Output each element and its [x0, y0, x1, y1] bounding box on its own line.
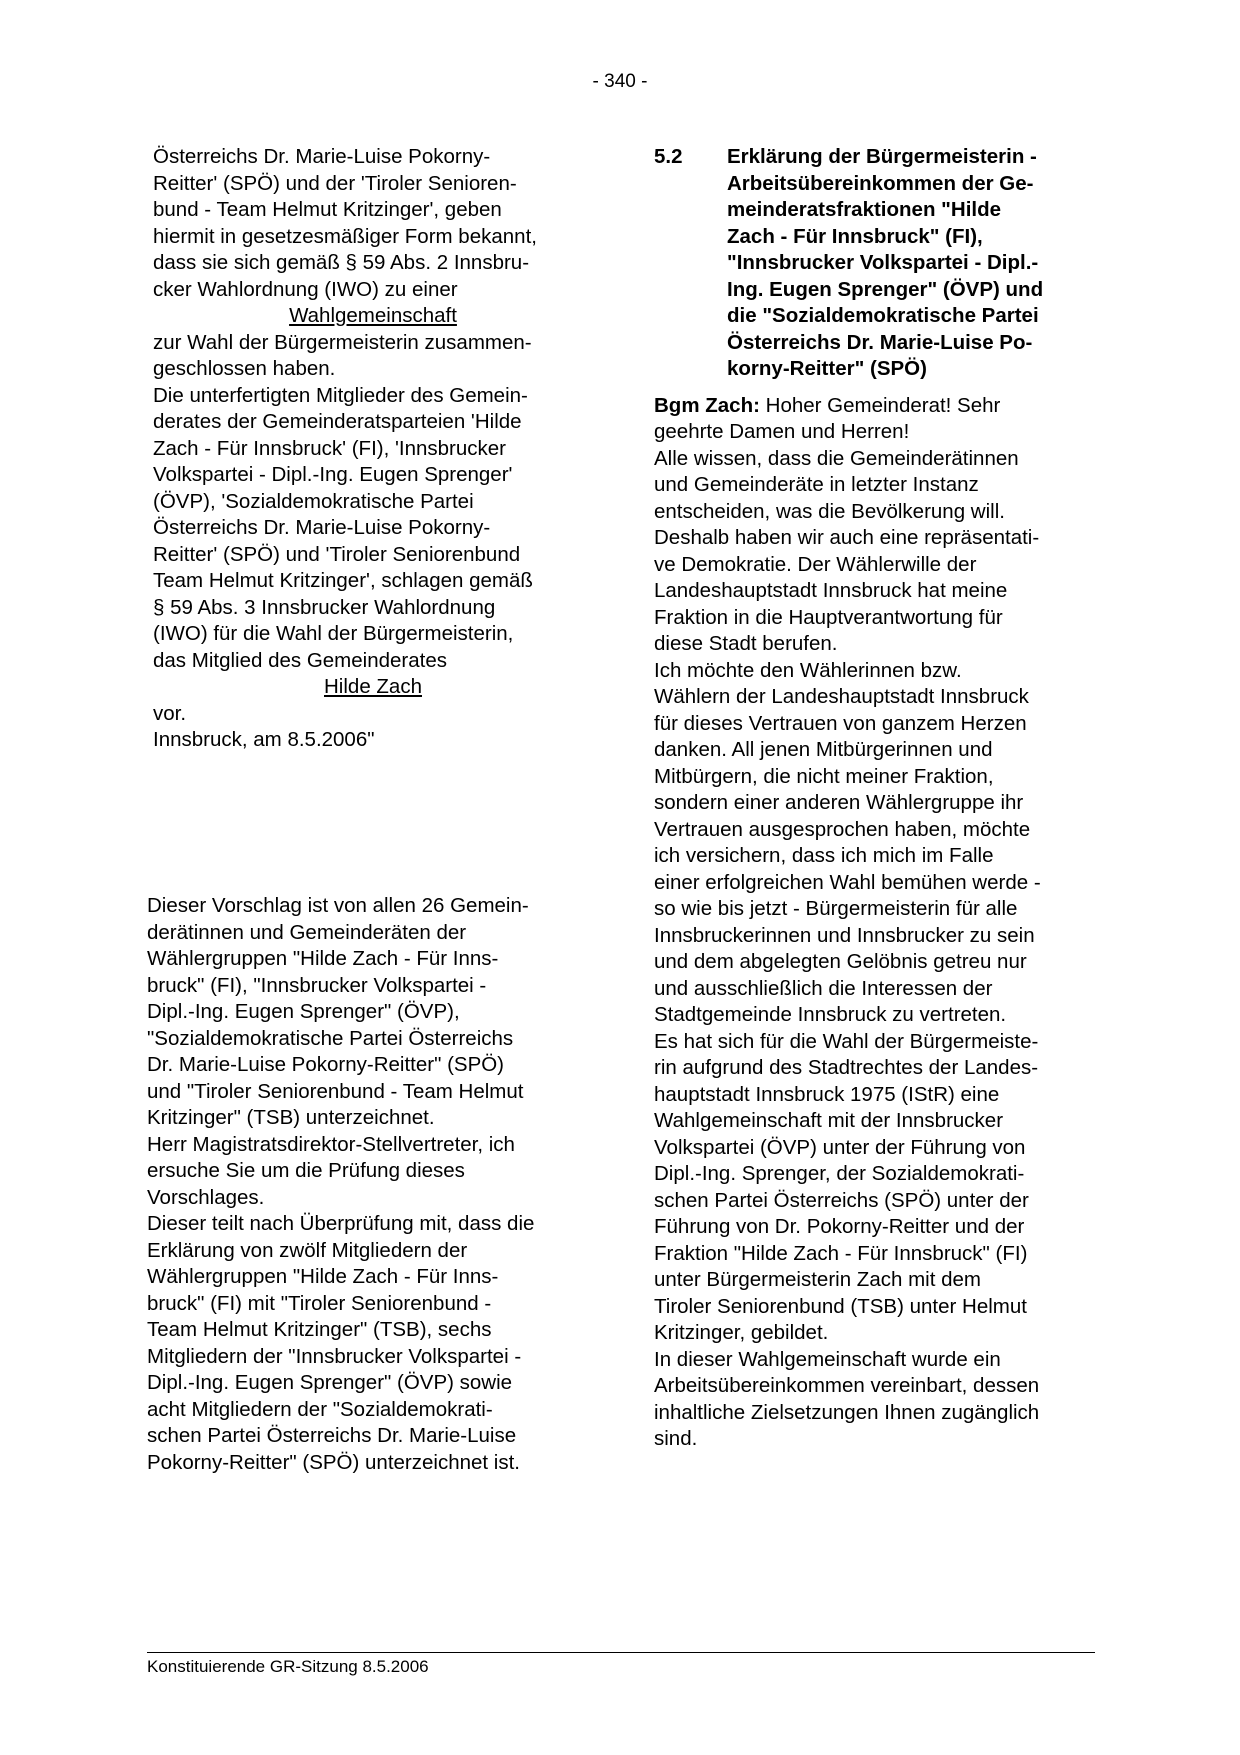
text-line: derates der Gemeinderatsparteien 'Hilde [153, 410, 522, 433]
text-line: Ich möchte den Wählerinnen bzw. [654, 658, 962, 682]
speaker-label: Bgm Zach: [654, 393, 760, 417]
quote-centered-wahlgemeinschaft: Wahlgemeinschaft [289, 304, 457, 327]
text-line: so wie bis jetzt - Bürgermeisterin für alle [654, 897, 1018, 920]
text-line: cker Wahlordnung (IWO) zu einer [153, 277, 458, 301]
footer-text: Konstituierende GR-Sitzung 8.5.2006 [147, 1657, 429, 1676]
text-line: Wählergruppen "Hilde Zach - Für Inns- [147, 1265, 499, 1288]
text-line: diese Stadt berufen. [654, 632, 838, 655]
text-line: Kritzinger" (TSB) unterzeichnet. [147, 1106, 435, 1129]
text-line: hiermit in gesetzesmäßiger Form bekannt, [153, 224, 537, 248]
text-line: hauptstadt Innsbruck 1975 (IStR) eine [654, 1082, 1000, 1106]
text-line: Österreichs Dr. Marie-Luise Pokorny- [153, 145, 491, 168]
text-line: Tiroler Seniorenbund (TSB) unter Helmut [654, 1294, 1027, 1318]
text-line: dass sie sich gemäß § 59 Abs. 2 Innsbru- [153, 251, 530, 274]
text-line: "Sozialdemokratische Partei Österreichs [147, 1026, 514, 1050]
text-line: unter Bürgermeisterin Zach mit dem [654, 1268, 981, 1291]
text-line: "Innsbrucker Volkspartei - Dipl.- [727, 251, 1039, 274]
text-line: einer erfolgreichen Wahl bemühen werde - [654, 870, 1041, 894]
speech-paragraph-5 [654, 1347, 1094, 1453]
text-line: rin aufgrund des Stadtrechtes der Landes- [654, 1056, 1039, 1079]
text-line: ersuche Sie um die Prüfung dieses [147, 1159, 465, 1182]
left-quote-block [153, 144, 593, 754]
text-line: In dieser Wahlgemeinschaft wurde ein [654, 1347, 1001, 1371]
quote-paragraph-vor: vor. [153, 701, 187, 725]
text-line: ich versichern, dass ich mich im Falle [654, 844, 994, 867]
text-line: Dipl.-Ing. Eugen Sprenger" (ÖVP) sowie [147, 1371, 513, 1394]
text-line: Reitter' (SPÖ) und der 'Tiroler Senioren- [153, 171, 517, 195]
quote-paragraph-date: Innsbruck, am 8.5.2006" [153, 728, 375, 751]
speech-paragraph-4 [654, 1029, 1094, 1347]
text-line: Pokorny-Reitter" (SPÖ) unterzeichnet ist. [147, 1450, 520, 1474]
text-line: geehrte Damen und Herren! [654, 420, 910, 443]
text-line: und "Tiroler Seniorenbund - Team Helmut [147, 1079, 524, 1103]
speech-paragraph-1 [654, 393, 1094, 446]
text-line: und dem abgelegten Gelöbnis getreu nur [654, 950, 1027, 973]
text-line: Herr Magistratsdirektor-Stellvertreter, ich [147, 1132, 515, 1156]
text-line: Wählergruppen "Hilde Zach - Für Inns- [147, 947, 499, 970]
footer-divider [147, 1652, 1095, 1653]
text-line: acht Mitgliedern der "Sozialdemokrati- [147, 1397, 493, 1421]
text-line: Volkspartei (ÖVP) unter der Führung von [654, 1135, 1026, 1159]
text-line: Kritzinger, gebildet. [654, 1321, 829, 1344]
text-line: Vertrauen ausgesprochen haben, möchte [654, 817, 1031, 841]
speech-paragraph-3 [654, 658, 1094, 1029]
text-line: schen Partei Österreichs Dr. Marie-Luise [147, 1424, 517, 1447]
text-line: Dieser Vorschlag ist von allen 26 Gemein- [147, 894, 529, 917]
text-line: § 59 Abs. 3 Innsbrucker Wahlordnung [153, 595, 496, 619]
text-line: Alle wissen, dass die Gemeinderätinnen [654, 446, 1019, 470]
text-line: korny-Reitter" (SPÖ) [727, 357, 927, 380]
text-line: Wählern der Landeshauptstadt Innsbruck [654, 685, 1029, 708]
section-heading [654, 144, 1094, 383]
section-number: 5.2 [654, 145, 683, 168]
quote-paragraph-3 [153, 383, 593, 675]
text-line: ve Demokratie. Der Wählerwille der [654, 552, 977, 576]
text-line: Arbeitsübereinkommen vereinbart, dessen [654, 1374, 1040, 1397]
text-line: Vorschlages. [147, 1185, 265, 1209]
text-line: die "Sozialdemokratische Partei [727, 304, 1039, 327]
quote-centered-name: Hilde Zach [324, 675, 422, 698]
text-line: Mitbürgern, die nicht meiner Fraktion, [654, 764, 994, 788]
text-line: derätinnen und Gemeinderäten der [147, 920, 467, 944]
right-column [654, 144, 1094, 1453]
text-line: meinderatsfraktionen "Hilde [727, 198, 1002, 221]
text-line: bruck" (FI), "Innsbrucker Volkspartei - [147, 973, 487, 997]
text-line: Wahlgemeinschaft mit der Innsbrucker [654, 1109, 1004, 1132]
text-line: Team Helmut Kritzinger" (TSB), sechs [147, 1318, 492, 1341]
text-line: Volkspartei - Dipl.-Ing. Eugen Sprenger' [153, 463, 513, 486]
text-line: und ausschließlich die Interessen der [654, 976, 993, 1000]
text-line: Ing. Eugen Sprenger" (ÖVP) und [727, 277, 1044, 301]
text-line: Fraktion "Hilde Zach - Für Innsbruck" (FI) [654, 1241, 1028, 1265]
text-line: Österreichs Dr. Marie-Luise Pokorny- [153, 516, 491, 539]
body-paragraph-2 [147, 1132, 587, 1212]
text-line: für dieses Vertrauen von ganzem Herzen [654, 711, 1027, 735]
text-line: Dr. Marie-Luise Pokorny-Reitter" (SPÖ) [147, 1053, 505, 1076]
text-line: danken. All jenen Mitbürgerinnen und [654, 738, 993, 761]
text-line: Fraktion in die Hauptverantwortung für [654, 605, 1003, 629]
text-line: Mitgliedern der "Innsbrucker Volkspartei - [147, 1344, 522, 1368]
text-line: und Gemeinderäte in letzter Instanz [654, 473, 979, 496]
text-line: bruck" (FI) mit "Tiroler Seniorenbund - [147, 1291, 492, 1315]
text-line: Es hat sich für die Wahl der Bürgermeiste- [654, 1029, 1039, 1053]
text-line: bund - Team Helmut Kritzinger', geben [153, 198, 502, 221]
body-paragraph-3 [147, 1211, 587, 1476]
text-line: Deshalb haben wir auch eine repräsentati- [654, 526, 1040, 549]
text-line: Erklärung von zwölf Mitgliedern der [147, 1238, 468, 1262]
speech-paragraph-2 [654, 446, 1094, 658]
text-line: schen Partei Österreichs (SPÖ) unter der [654, 1188, 1029, 1212]
speech-opening: Hoher Gemeinderat! Sehr geehrte Damen und Herren! [654, 393, 1001, 443]
text-line: Zach - Für Innsbruck" (FI), [727, 224, 983, 248]
page-number: - 340 - [592, 71, 648, 92]
text-line: geschlossen haben. [153, 357, 336, 380]
text-line: (IWO) für die Wahl der Bürgermeisterin, [153, 622, 514, 645]
text-line: sondern einer anderen Wählergruppe ihr [654, 791, 1024, 814]
section-title [727, 144, 1094, 383]
text-line: zur Wahl der Bürgermeisterin zusammen- [153, 330, 532, 354]
text-line: Stadtgemeinde Innsbruck zu vertreten. [654, 1003, 1007, 1026]
text-line: Zach - Für Innsbruck' (FI), 'Innsbrucker [153, 436, 507, 460]
text-line: Arbeitsübereinkommen der Ge- [727, 171, 1034, 195]
text-line: Reitter' (SPÖ) und 'Tiroler Seniorenbund [153, 542, 521, 566]
text-line: Innsbruckerinnen und Innsbrucker zu sein [654, 923, 1035, 947]
text-line: Erklärung der Bürgermeisterin - [727, 145, 1037, 168]
text-line: Landeshauptstadt Innsbruck hat meine [654, 579, 1008, 602]
text-line: das Mitglied des Gemeinderates [153, 648, 447, 672]
text-line: Dipl.-Ing. Eugen Sprenger" (ÖVP), [147, 1000, 460, 1023]
text-line: Dieser teilt nach Überprüfung mit, dass die [147, 1212, 535, 1235]
text-line: Dipl.-Ing. Sprenger, der Sozialdemokrati- [654, 1162, 1025, 1185]
text-line: Die unterfertigten Mitglieder des Gemein- [153, 383, 528, 407]
text-line: Österreichs Dr. Marie-Luise Po- [727, 330, 1033, 354]
text-line: sind. [654, 1427, 698, 1450]
text-line: (ÖVP), 'Sozialdemokratische Partei [153, 489, 474, 513]
text-line: Team Helmut Kritzinger', schlagen gemäß [153, 569, 533, 592]
left-body-block [147, 893, 587, 1476]
text-line: Führung von Dr. Pokorny-Reitter und der [654, 1215, 1025, 1238]
text-line: entscheiden, was die Bevölkerung will. [654, 499, 1005, 523]
body-paragraph-1 [147, 893, 587, 1132]
quote-paragraph-2 [153, 330, 593, 383]
text-line: inhaltliche Zielsetzungen Ihnen zugänglich [654, 1400, 1040, 1424]
quote-paragraph-1 [153, 144, 593, 303]
